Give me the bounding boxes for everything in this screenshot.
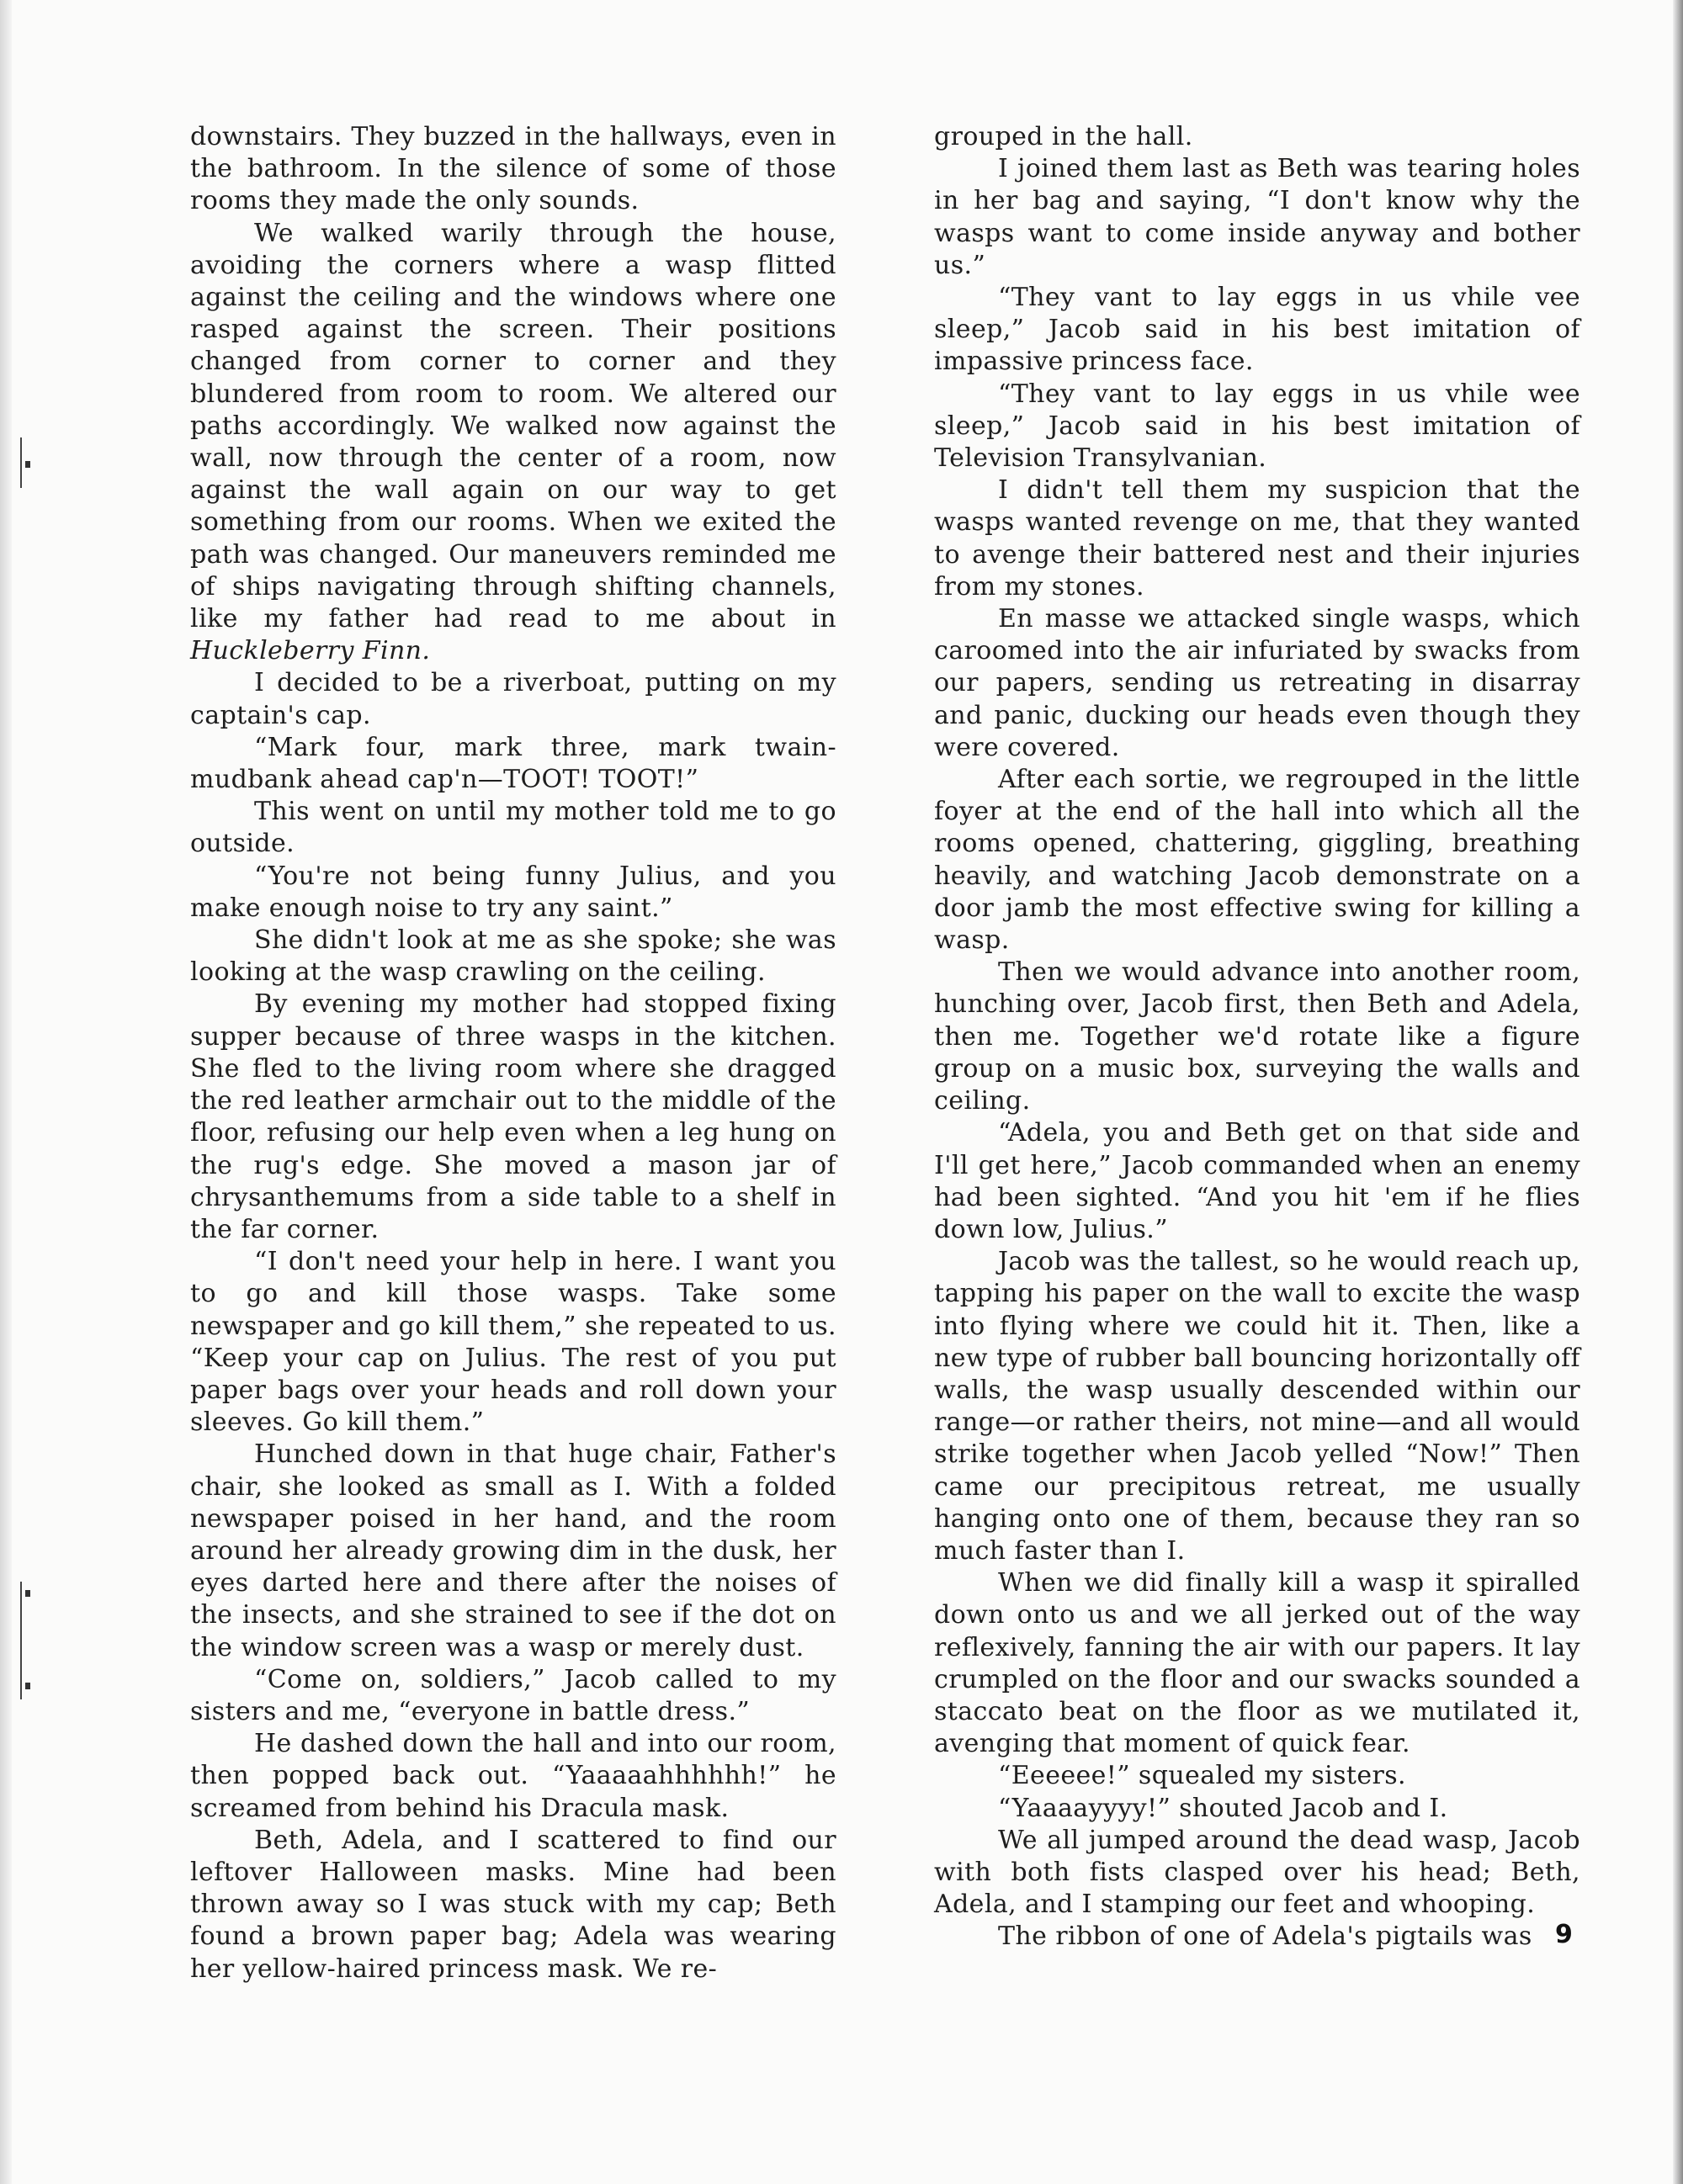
paragraph: Beth, Adela, and I scattered to find our leftover Halloween masks. Mine had been thrown away so I was stuck with my cap; Beth found a brown paper bag; Adela was wearing her yellow-haired princess mask. We re- (190, 1825, 836, 1984)
paragraph (190, 218, 836, 668)
paragraph: “They vant to lay eggs in us vhile wee sleep,” Jacob said in his best imitation of Television Transylvanian. (934, 379, 1580, 474)
paragraph: “Eeeeee!” squealed my sisters. (998, 1761, 1406, 1791)
paragraph: Jacob was the tallest, so he would reach up, tapping his paper on the wall to excite the wasp into flying where we could hit it. Then, like a new type of rubber ball bouncing horizontally off walls, the wasp usually descended within our range—or rather theirs, not mine—and all would strike together when Jacob yelled “Now!” Then came our precipitous retreat, me usually hanging onto one of them, because they ran so much faster than I. (934, 1247, 1580, 1566)
paragraph: I decided to be a riverboat, putting on my captain's cap. (190, 668, 836, 730)
paragraph: downstairs. They buzzed in the hallways, even in the bathroom. In the silence of some of those rooms they made the only sounds. (190, 122, 836, 216)
left-column (190, 121, 836, 1985)
edge-mark (25, 1590, 30, 1597)
binding-shadow (0, 0, 12, 2184)
paragraph: grouped in the hall. (934, 122, 1193, 151)
edge-mark (25, 461, 30, 468)
paragraph: After each sortie, we regrouped in the little foyer at the end of the hall into which all the rooms opened, chattering, giggling, breathing heavily, and watching Jacob demonstrate on a door jamb the most effective swing for killing a wasp. (934, 765, 1580, 956)
paragraph: We all jumped around the dead wasp, Jacob with both fists clasped over his head; Beth, Adela, and I stamping our feet and whooping. (934, 1825, 1580, 1920)
paragraph: En masse we attacked single wasps, which caroomed into the air infuriated by swacks from our papers, sending us retreating in disarray and panic, ducking our heads even though they were covered. (934, 604, 1580, 762)
paragraph: He dashed down the hall and into our room, then popped back out. “Yaaaaahhhhhh!” he screamed from behind his Dracula mask. (190, 1729, 836, 1823)
paragraph: I joined them last as Beth was tearing holes in her bag and saying, “I don't know why the wasps want to come inside anyway and bother us.” (934, 154, 1580, 280)
paragraph: “Mark four, mark three, mark twain-mudbank ahead cap'n—TOOT! TOOT!” (190, 732, 836, 795)
paragraph: This went on until my mother told me to go outside. (190, 797, 836, 859)
paragraph: I didn't tell them my suspicion that the wasps wanted revenge on me, that they wanted to avenge their battered nest and their injuries from my stones. (934, 475, 1580, 602)
paragraph-text: We walked warily through the house, avoiding the corners where a wasp flitted against the ceiling and the windows where one rasped against the screen. Their positions changed from corner to corner and they blundered from room to room. We altered our paths accordingly. We walked now against the wall, now through the center of a room, now against the wall again on our way to get something from our rooms. When we exited the path was changed. Our maneuvers reminded me of ships navigating through shifting channels, like my father had read to me about in (190, 218, 836, 634)
paragraph: “Adela, you and Beth get on that side and I'll get here,” Jacob commanded when an enemy had been sighted. “And you hit 'em if he flies down low, Julius.” (934, 1118, 1580, 1244)
paragraph: By evening my mother had stopped fixing supper because of three wasps in the kitchen. She fled to the living room where she dragged the red leather armchair out to the middle of the floor, refusing our help even when a leg hung on the rug's edge. She moved a mason jar of chrysanthemums from a side table to a shelf in the far corner. (190, 989, 836, 1244)
paragraph: “You're not being funny Julius, and you make enough noise to try any saint.” (190, 861, 836, 923)
binding-mark (20, 1582, 22, 1699)
page-number: 9 (1555, 1920, 1573, 1949)
paragraph: “I don't need your help in here. I want you to go and kill those wasps. Take some newspaper and go kill them,” she repeated to us. “Keep your cap on Julius. The rest of you put paper bags over your heads and roll down your sleeves. Go kill them.” (190, 1247, 836, 1438)
edge-mark (25, 1683, 30, 1689)
paragraph: “Yaaaayyyy!” shouted Jacob and I. (998, 1793, 1448, 1823)
book-title: Huckleberry Finn. (190, 636, 431, 666)
paragraph: The ribbon of one of Adela's pigtails was (998, 1922, 1532, 1952)
paragraph: She didn't look at me as she spoke; she was looking at the wasp crawling on the ceiling. (190, 925, 836, 988)
binding-mark (20, 437, 22, 488)
paragraph: Hunched down in that huge chair, Father's chair, she looked as small as I. With a folded newspaper poised in her hand, and the room around her already growing dim in the dusk, her eyes darted here and there after the noises of the insects, and she strained to see if the dot on the window screen was a wasp or merely dust. (190, 1439, 836, 1662)
page-edge (1673, 0, 1683, 2184)
paragraph: “Come on, soldiers,” Jacob called to my sisters and me, “everyone in battle dress.” (190, 1664, 836, 1726)
paragraph: Then we would advance into another room, hunching over, Jacob first, then Beth and Adela, then me. Together we'd rotate like a figure group on a music box, surveying the walls and ceiling. (934, 957, 1580, 1116)
right-column (934, 121, 1580, 1953)
paragraph: When we did finally kill a wasp it spiralled down onto us and we all jerked out of the way reflexively, fanning the air with our papers. It lay crumpled on the floor and our swacks sounded a staccato beat on the floor as we mutilated it, avenging that moment of quick fear. (934, 1568, 1580, 1759)
paragraph: “They vant to lay eggs in us vhile vee sleep,” Jacob said in his best imitation of impassive princess face. (934, 283, 1580, 377)
